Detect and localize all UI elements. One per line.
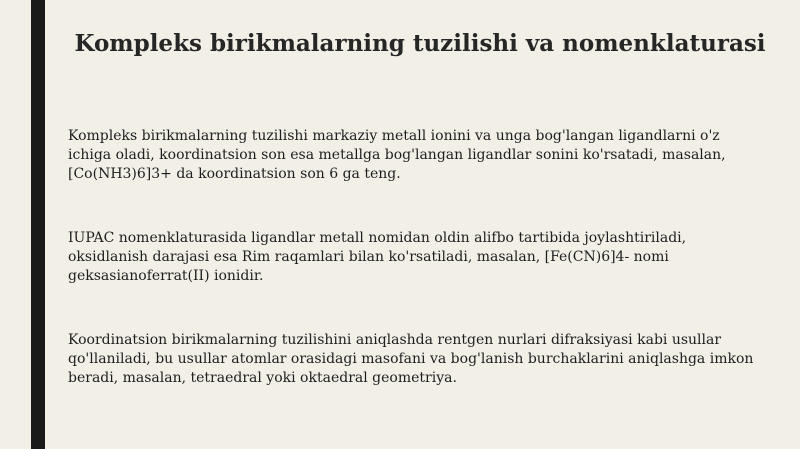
paragraph-structure [68, 127, 768, 184]
paragraph-line: ichiga oladi, koordinatsion son esa metallga bog'langan ligandlar sonini ko'rsatadi, masalan, [68, 147, 726, 163]
paragraph-line: oksidlanish darajasi esa Rim raqamlari bilan ko'rsatiladi, masalan, [Fe(CN)6]4- nomi [68, 249, 669, 265]
paragraph-line: Koordinatsion birikmalarning tuzilishini aniqlashda rentgen nurlari difraksiyasi kabi usullar [68, 332, 722, 348]
accent-bar [31, 0, 45, 449]
slide-title: Kompleks birikmalarning tuzilishi va nomenklaturasi [74, 30, 766, 57]
paragraph-nomenclature [68, 229, 768, 286]
paragraph-line: IUPAC nomenklaturasida ligandlar metall nomidan oldin alifbo tartibida joylashtiriladi, [68, 230, 687, 246]
paragraph-line: Kompleks birikmalarning tuzilishi markaziy metall ionini va unga bog'langan ligandlarni o'z [68, 128, 720, 144]
paragraph-line: [Co(NH3)6]3+ da koordinatsion son 6 ga teng. [68, 166, 401, 182]
paragraph-line: beradi, masalan, tetraedral yoki oktaedral geometriya. [68, 370, 457, 386]
paragraph-line: geksasianoferrat(II) ionidir. [68, 268, 264, 284]
paragraph-line: qo'llaniladi, bu usullar atomlar orasidagi masofani va bog'lanish burchaklarini aniqlashga imkon [68, 351, 754, 367]
paragraph-methods [68, 331, 768, 388]
